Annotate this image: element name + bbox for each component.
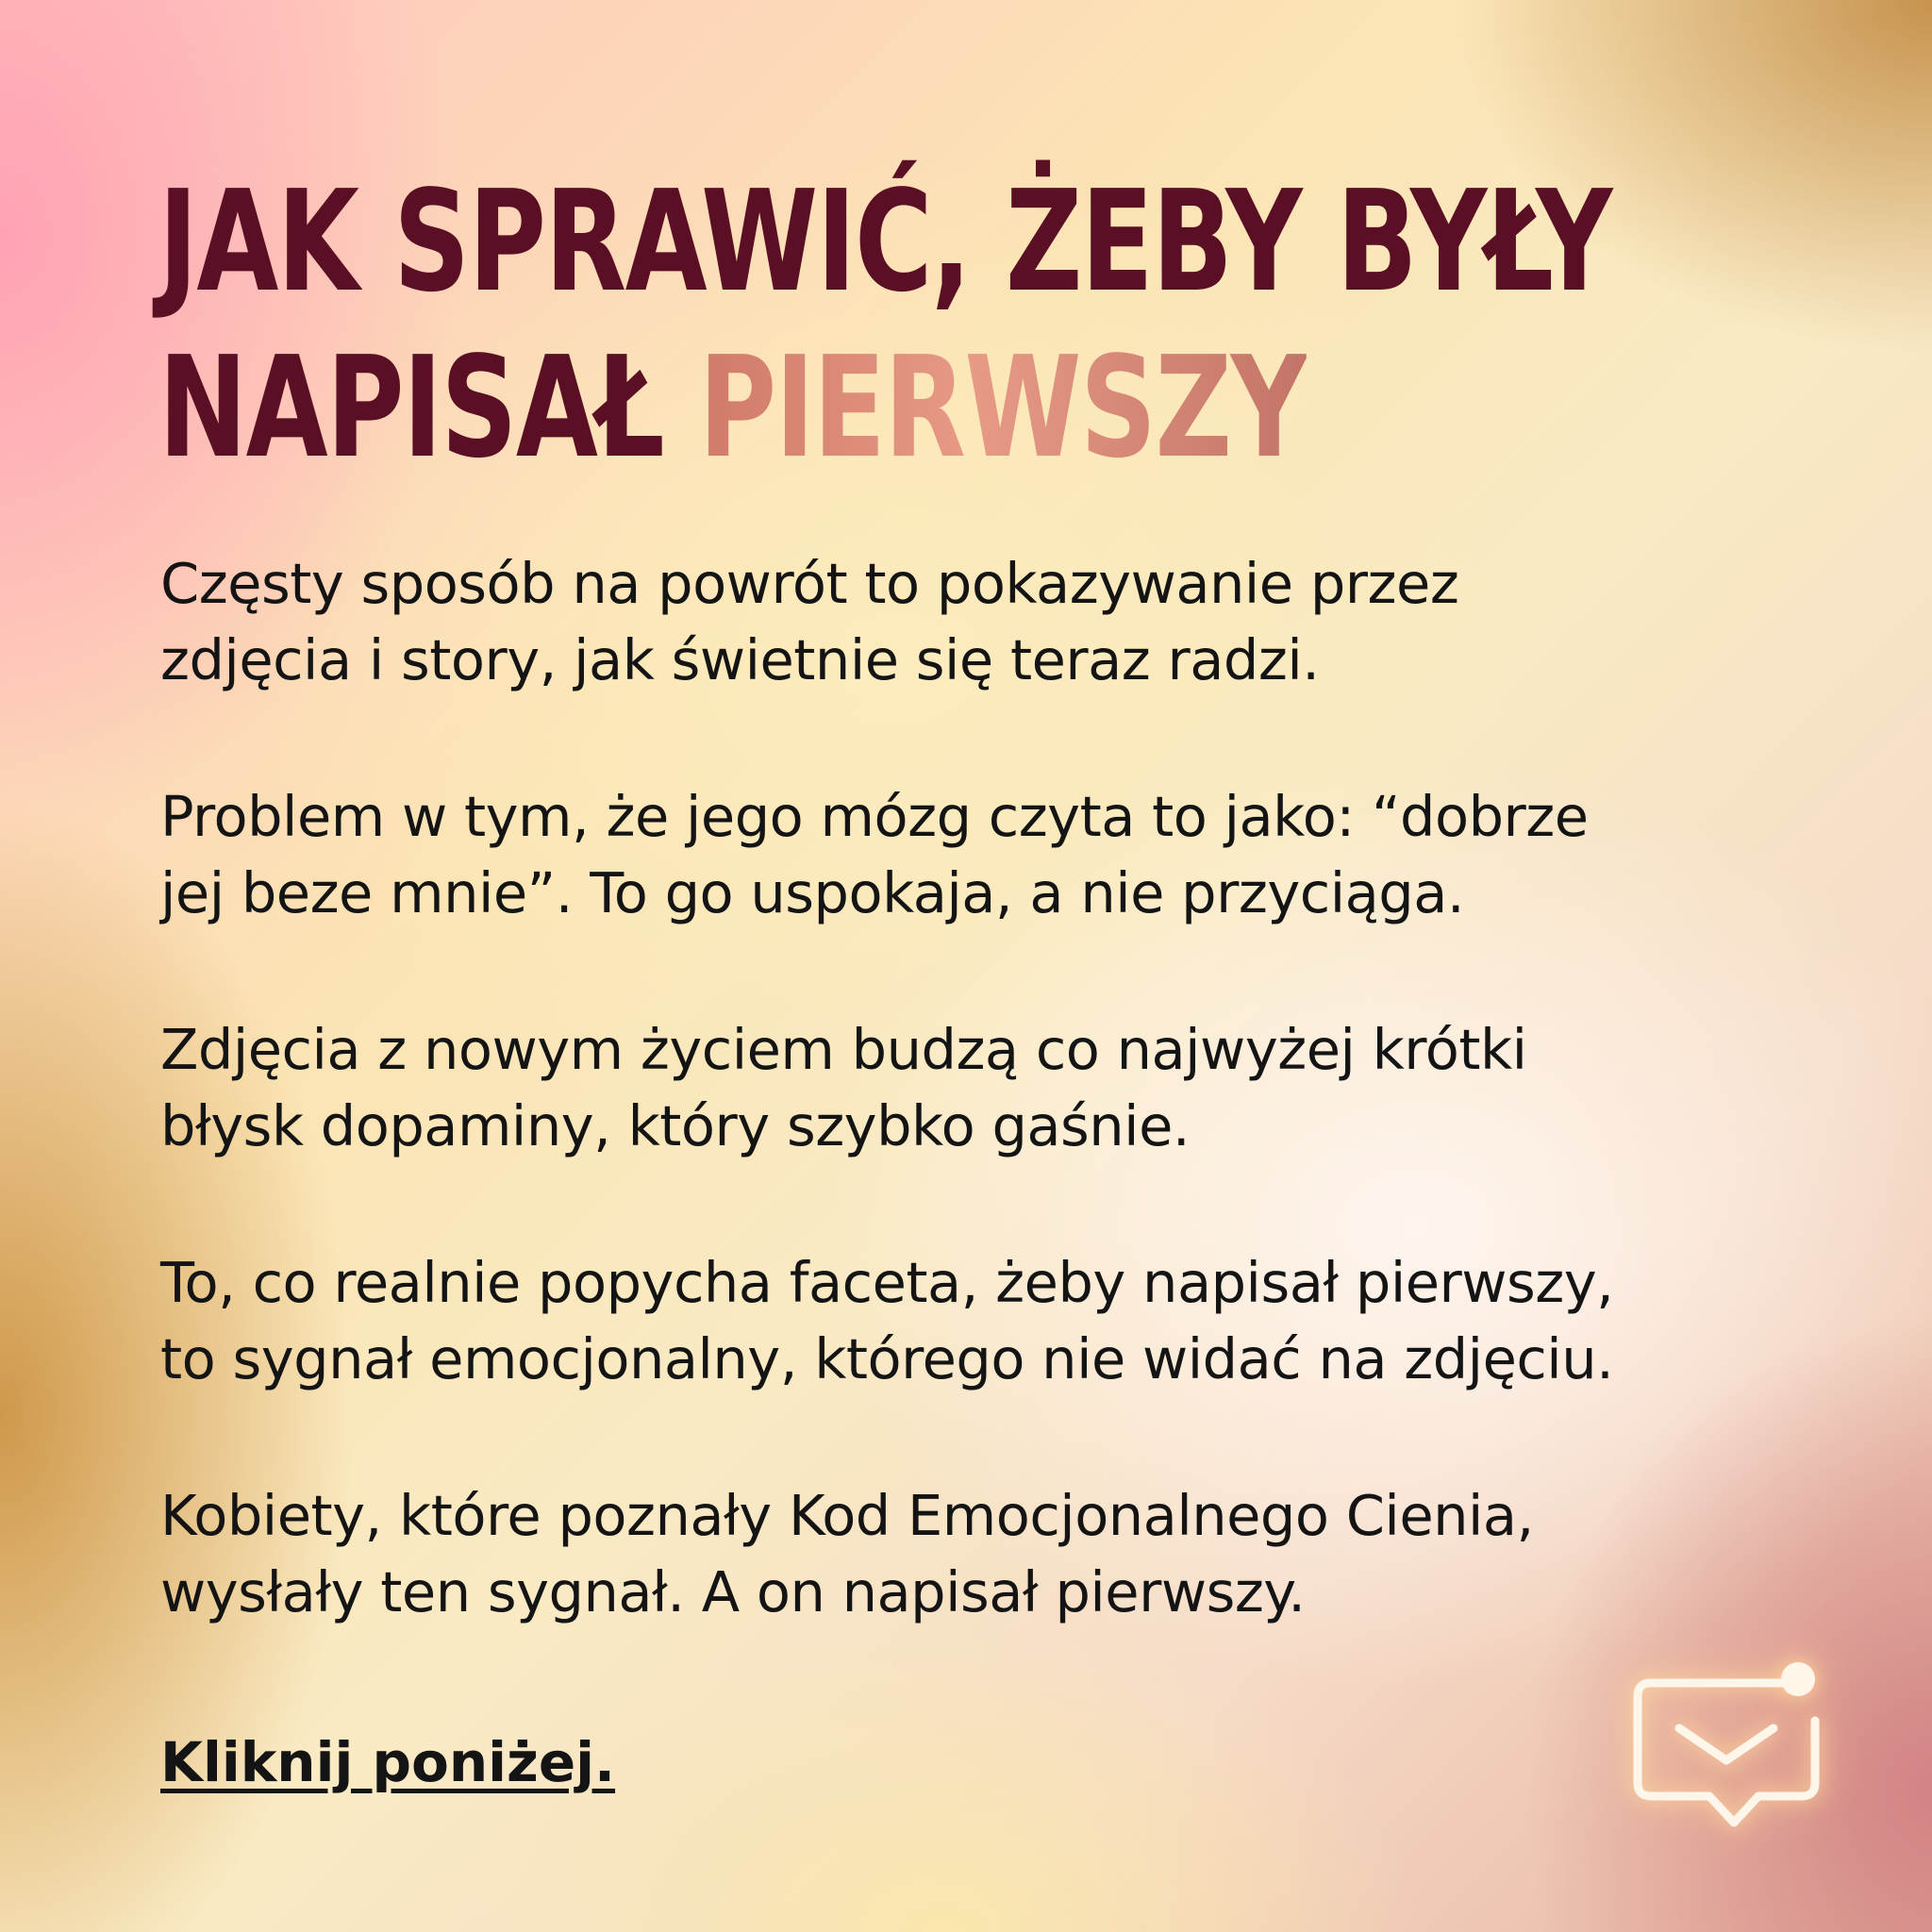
headline — [158, 158, 1611, 491]
paragraph-3-line-2: błysk dopaminy, który szybko gaśnie. — [160, 1093, 1191, 1158]
cta-link[interactable]: Kliknij poniżej. — [160, 1730, 616, 1794]
paragraph-1-line-1: Częsty sposób na powrót to pokazywanie przez — [160, 551, 1459, 616]
headline-accent-word: PIERWSZY — [698, 326, 1307, 489]
paragraph-1-line-2: zdjęcia i story, jak świetnie się teraz radzi. — [160, 627, 1320, 692]
paragraph-5-line-2: wysłały ten sygnał. A on napisał pierwszy. — [160, 1559, 1306, 1624]
paragraph-2-line-2: jej beze mnie”. To go uspokaja, a nie przyciąga. — [160, 860, 1465, 925]
paragraph-2 — [160, 778, 1840, 931]
body-text — [160, 545, 1840, 1710]
paragraph-5-line-1: Kobiety, które poznały Kod Emocjonalnego Cienia, — [160, 1483, 1534, 1548]
paragraph-3-line-1: Zdjęcia z nowym życiem budzą co najwyżej krótki — [160, 1017, 1527, 1082]
paragraph-5 — [160, 1477, 1840, 1630]
paragraph-3 — [160, 1011, 1840, 1164]
paragraph-2-line-1: Problem w tym, że jego mózg czyta to jako: “dobrze — [160, 784, 1589, 849]
message-notification-icon — [1623, 1651, 1830, 1830]
headline-line-2-main: NAPISAŁ — [158, 326, 664, 489]
paragraph-4 — [160, 1244, 1840, 1397]
paragraph-4-line-1: To, co realnie popycha faceta, żeby napisał pierwszy, — [160, 1250, 1614, 1315]
paragraph-1 — [160, 545, 1840, 698]
paragraph-4-line-2: to sygnał emocjonalny, którego nie widać na zdjęciu. — [160, 1326, 1614, 1391]
headline-line-1: JAK SPRAWIĆ, ŻEBY BYŁY — [158, 160, 1611, 323]
